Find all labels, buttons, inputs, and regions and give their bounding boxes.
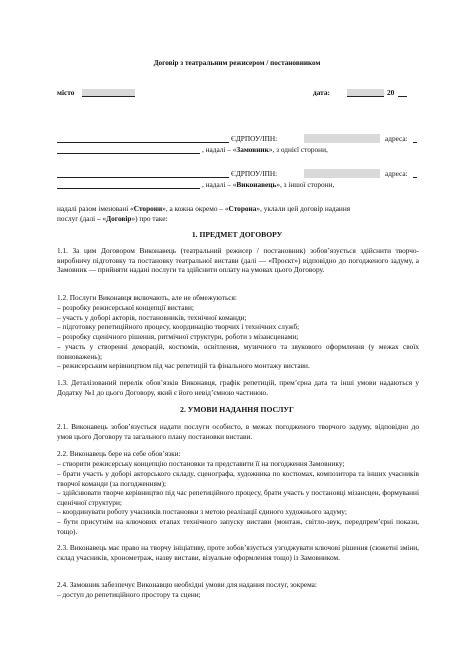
clause-2-2-item: – координувати роботу учасників постановки з метою реалізації єдиного художнього задуму; <box>57 507 347 516</box>
clause-2-4-intro: 2.4. Замовник забезпечує Виконавцю необхідні умови для надання послуг, зокрема: <box>57 580 317 589</box>
party1-edrpou-label: ЄДРПОУ/ІПН: <box>231 134 278 143</box>
party1-name-underline-1 <box>57 142 229 143</box>
year-underline <box>398 96 407 97</box>
clause-1-2-item: – участь у створенні декорацій, костюмів, освітлення, музичного та звукового оформлення (у межах своїх повноважень); <box>57 342 419 361</box>
clause-1-2-item: – участь у доборі акторів, постановників, технічної команди; <box>57 313 247 322</box>
clause-1-2-item: – режисерським керівництвом під час репетицій та фінального монтажу вистави. <box>57 361 310 370</box>
party1-address-label: адреса: <box>385 134 408 143</box>
clause-1-1: 1.1. За цим Договором Виконавець (театральний режисер / постановник) зобов’язується здійснити творчо-виробничу підготовку та постановку театральної вистави (далі — «Проєкт») відповідно до погодженого задуму, а Замовник — прийняти надані послуги та здійснити оплату на умовах цього Договору. <box>57 246 419 275</box>
section1-heading: 1. ПРЕДМЕТ ДОГОВОРУ <box>191 230 283 239</box>
clause-2-2-item: – брати участь у доборі акторського складу, сценографа, художника по костюмах, композитора та інших учасників творчої команди (за погодженням); <box>57 469 419 488</box>
clause-1-2-intro: 1.2. Послуги Виконавця включають, але не обмежуються: <box>57 293 237 302</box>
clause-2-4-item: – доступ до репетиційного простору та сцени; <box>57 590 201 599</box>
party1-name-underline-2 <box>57 153 200 154</box>
clause-2-1: 2.1. Виконавець зобов’язується надати послуги особисто, в межах погодженого творчого задуму, відповідно до умов цього Договору та загального плану постановки вистави. <box>57 422 419 441</box>
clause-2-2-item: – бути присутнім на ключових етапах технічного запуску вистави (монтаж, світло-звук, передпрем’єрні покази, тощо). <box>57 517 419 536</box>
intro-line-1: надалі разом іменовані «Сторони», а кожна окремо – «Сторона», уклали цей договір надання <box>57 204 351 213</box>
party1-edrpou-field[interactable] <box>304 134 380 143</box>
date-underline <box>347 96 384 97</box>
party2-designation: , надалі – «Виконавець», з іншої сторони, <box>202 180 335 189</box>
date-label: дата: <box>313 88 330 97</box>
clause-1-2-item: – розробку сценічного рішення, ритмічної структури, роботи з мізансценами; <box>57 332 299 341</box>
party2-edrpou-field[interactable] <box>304 169 380 178</box>
party2-address-underline <box>413 177 417 178</box>
clause-2-2-intro: 2.2. Виконавець бере на себе обов’язки: <box>57 449 181 458</box>
document-title: Договір з театральним режисером / постановником <box>153 59 321 67</box>
clause-2-3: 2.3. Виконавець має право на творчу ініціативу, проте зобов’язується узгоджувати ключові рішення (сюжетні зміни, склад учасників, хронометраж, назву вистави, візуальне оформлення тощо) із Замовником. <box>57 543 419 562</box>
clause-2-2-item: – створити режисерську концепцію постановки та представити її на погодження Замовнику; <box>57 459 345 468</box>
clause-1-2-item: – підготовку репетиційного процесу, координацію творчих і технічних служб; <box>57 322 300 331</box>
party2-address-label: адреса: <box>385 169 408 178</box>
clause-1-2-item: – розробку режисерської концепції вистави; <box>57 303 194 312</box>
party1-address-underline <box>413 142 417 143</box>
party2-name-underline-1 <box>57 177 229 178</box>
city-label: місто <box>57 88 75 97</box>
party1-designation: , надалі – «Замовник», з однієї сторони, <box>202 145 328 154</box>
clause-1-3: 1.3. Деталізований перелік обов’язків Виконавця, графік репетицій, прем’єрна дата та інші умови надаються у Додатку №1 до цього Договору, який є його невід’ємною частиною. <box>57 378 419 397</box>
party2-name-underline-2 <box>57 188 200 189</box>
section2-heading: 2. УМОВИ НАДАННЯ ПОСЛУГ <box>180 405 294 414</box>
date-year: 20 <box>387 88 395 97</box>
party2-edrpou-label: ЄДРПОУ/ІПН: <box>231 169 278 178</box>
city-underline <box>82 96 135 97</box>
clause-2-2-item: – здійснювати творче керівництво під час репетиційного процесу, брати участь у постановці мізансцен, формуванні сценічної структури; <box>57 488 419 507</box>
intro-line-2: послуг (далі – «Договір») про таке: <box>57 214 168 223</box>
